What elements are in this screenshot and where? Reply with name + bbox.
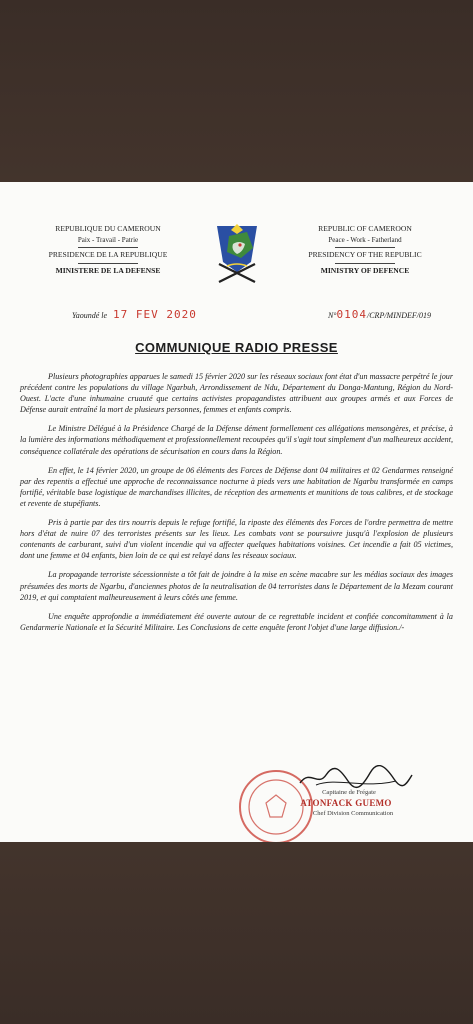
reference-suffix: /CRP/MINDEF/019	[367, 311, 431, 320]
divider	[335, 247, 395, 248]
paragraph-4: Pris à partie par des tirs nourris depuis le refuge fortifié, la riposte des éléments des Forces de l'ordre permettra de mettre hors d'état de nuire 07 des terroristes présents sur les lieux. Les combats vont se poursuivre jusqu'à l'explosion de plusieurs contenants de carburant, suivi d'un violent incendie qui va affecter quelques habitations voisines. Cet incendie a fait 05 victimes, dont une femme et 04 enfants, bien loin de ce qui est relayé dans les réseaux sociaux.	[20, 518, 453, 561]
reference-line	[328, 308, 431, 321]
motto-en: Peace - Work - Fatherland	[328, 235, 402, 244]
letterhead-english	[285, 224, 445, 276]
office-fr: PRESIDENCE DE LA REPUBLIQUE	[48, 250, 168, 259]
letterhead-french	[28, 224, 188, 276]
signatory-title: Chef Division Communication	[312, 810, 394, 817]
document-title: COMMUNIQUE RADIO PRESSE	[135, 340, 338, 355]
date-stamp: 17 FEV 2020	[113, 308, 197, 321]
photo-backdrop-bottom	[0, 842, 473, 1024]
divider	[335, 263, 395, 264]
motto-fr: Paix - Travail - Patrie	[77, 235, 139, 244]
paragraph-3: En effet, le 14 février 2020, un groupe de 06 éléments des Forces de Défense dont 04 militaires et 02 Gendarmes renseigné par des repentis a effectué une approche de reconnaissance nocturne à pieds vers une habitation de Ngarbu transformée en camps fortifié, véritable base logistique de marchandises illicites, de réception des armements et munitions de tous calibres, et de stockage et revente de stupéfiants.	[20, 465, 453, 508]
country-fr: REPUBLIQUE DU CAMEROUN	[55, 224, 161, 233]
reference-number: 0104	[336, 308, 367, 321]
country-en: REPUBLIC OF CAMEROON	[318, 224, 412, 233]
paragraph-2: Le Ministre Délégué à la Présidence Chargé de la Défense dément formellement ces allégations mensongères, et précise, à la lumière des informations méthodiquement et professionnellement recoupées qu'il s'agit tout simplement d'un malheureux accident, conséquence collatérale des opérations de sécurisation en cours dans la Région.	[20, 424, 453, 456]
photo-backdrop-top	[0, 0, 473, 182]
signatory-name: ATONFACK GUEMO	[300, 798, 392, 808]
signature-block	[236, 765, 426, 845]
date-reference-row	[20, 308, 453, 330]
letterhead	[20, 224, 453, 314]
ministry-crest-icon	[207, 222, 267, 284]
document-page	[0, 182, 473, 842]
handwritten-signature	[296, 765, 416, 791]
signatory-rank: Capitaine de Frégate	[322, 789, 376, 796]
paragraph-1: Plusieurs photographies apparues le samedi 15 février 2020 sur les réseaux sociaux font état d'un massacre perpétré le jour précédent contre les populations du village Ngarbuh, Arrondissement de Ndu, Département du Donga-Mantung, Région du Nord-Ouest. L'acte d'une inhumaine cruauté que certains activistes propagandistes attribuent aux groupes armés et aux Forces de Défense aurait entraîné la mort de plusieurs personnes, femmes et enfants compris.	[20, 372, 453, 415]
paragraph-6: Une enquête approfondie a immédiatement été ouverte autour de ce regrettable incident et confiée concomitamment à la Gendarmerie Nationale et la Sécurité Militaire. Les Conclusions de cette enquête feront l'objet d'une large diffusion./-	[20, 611, 453, 632]
date-line	[72, 308, 197, 321]
divider	[78, 247, 138, 248]
date-place: Yaoundé le	[72, 311, 108, 320]
divider	[78, 263, 138, 264]
ministry-en: MINISTRY OF DEFENCE	[320, 265, 410, 275]
paragraph-5: La propagande terroriste sécessionniste a tôt fait de joindre à la mise en scène macabre sur les médias sociaux des images présumées des morts de Ngarbu, d'anciennes photos de la neutralisation de 04 terroristes dans le Département de la Mezam courant 2019, et qui comptaient malheureusement à leurs côtés une femme.	[20, 570, 453, 602]
office-en: PRESIDENCY OF THE REPUBLIC	[308, 250, 422, 259]
ministry-fr: MINISTERE DE LA DEFENSE	[55, 265, 161, 275]
reference-prefix: N°	[327, 311, 337, 320]
